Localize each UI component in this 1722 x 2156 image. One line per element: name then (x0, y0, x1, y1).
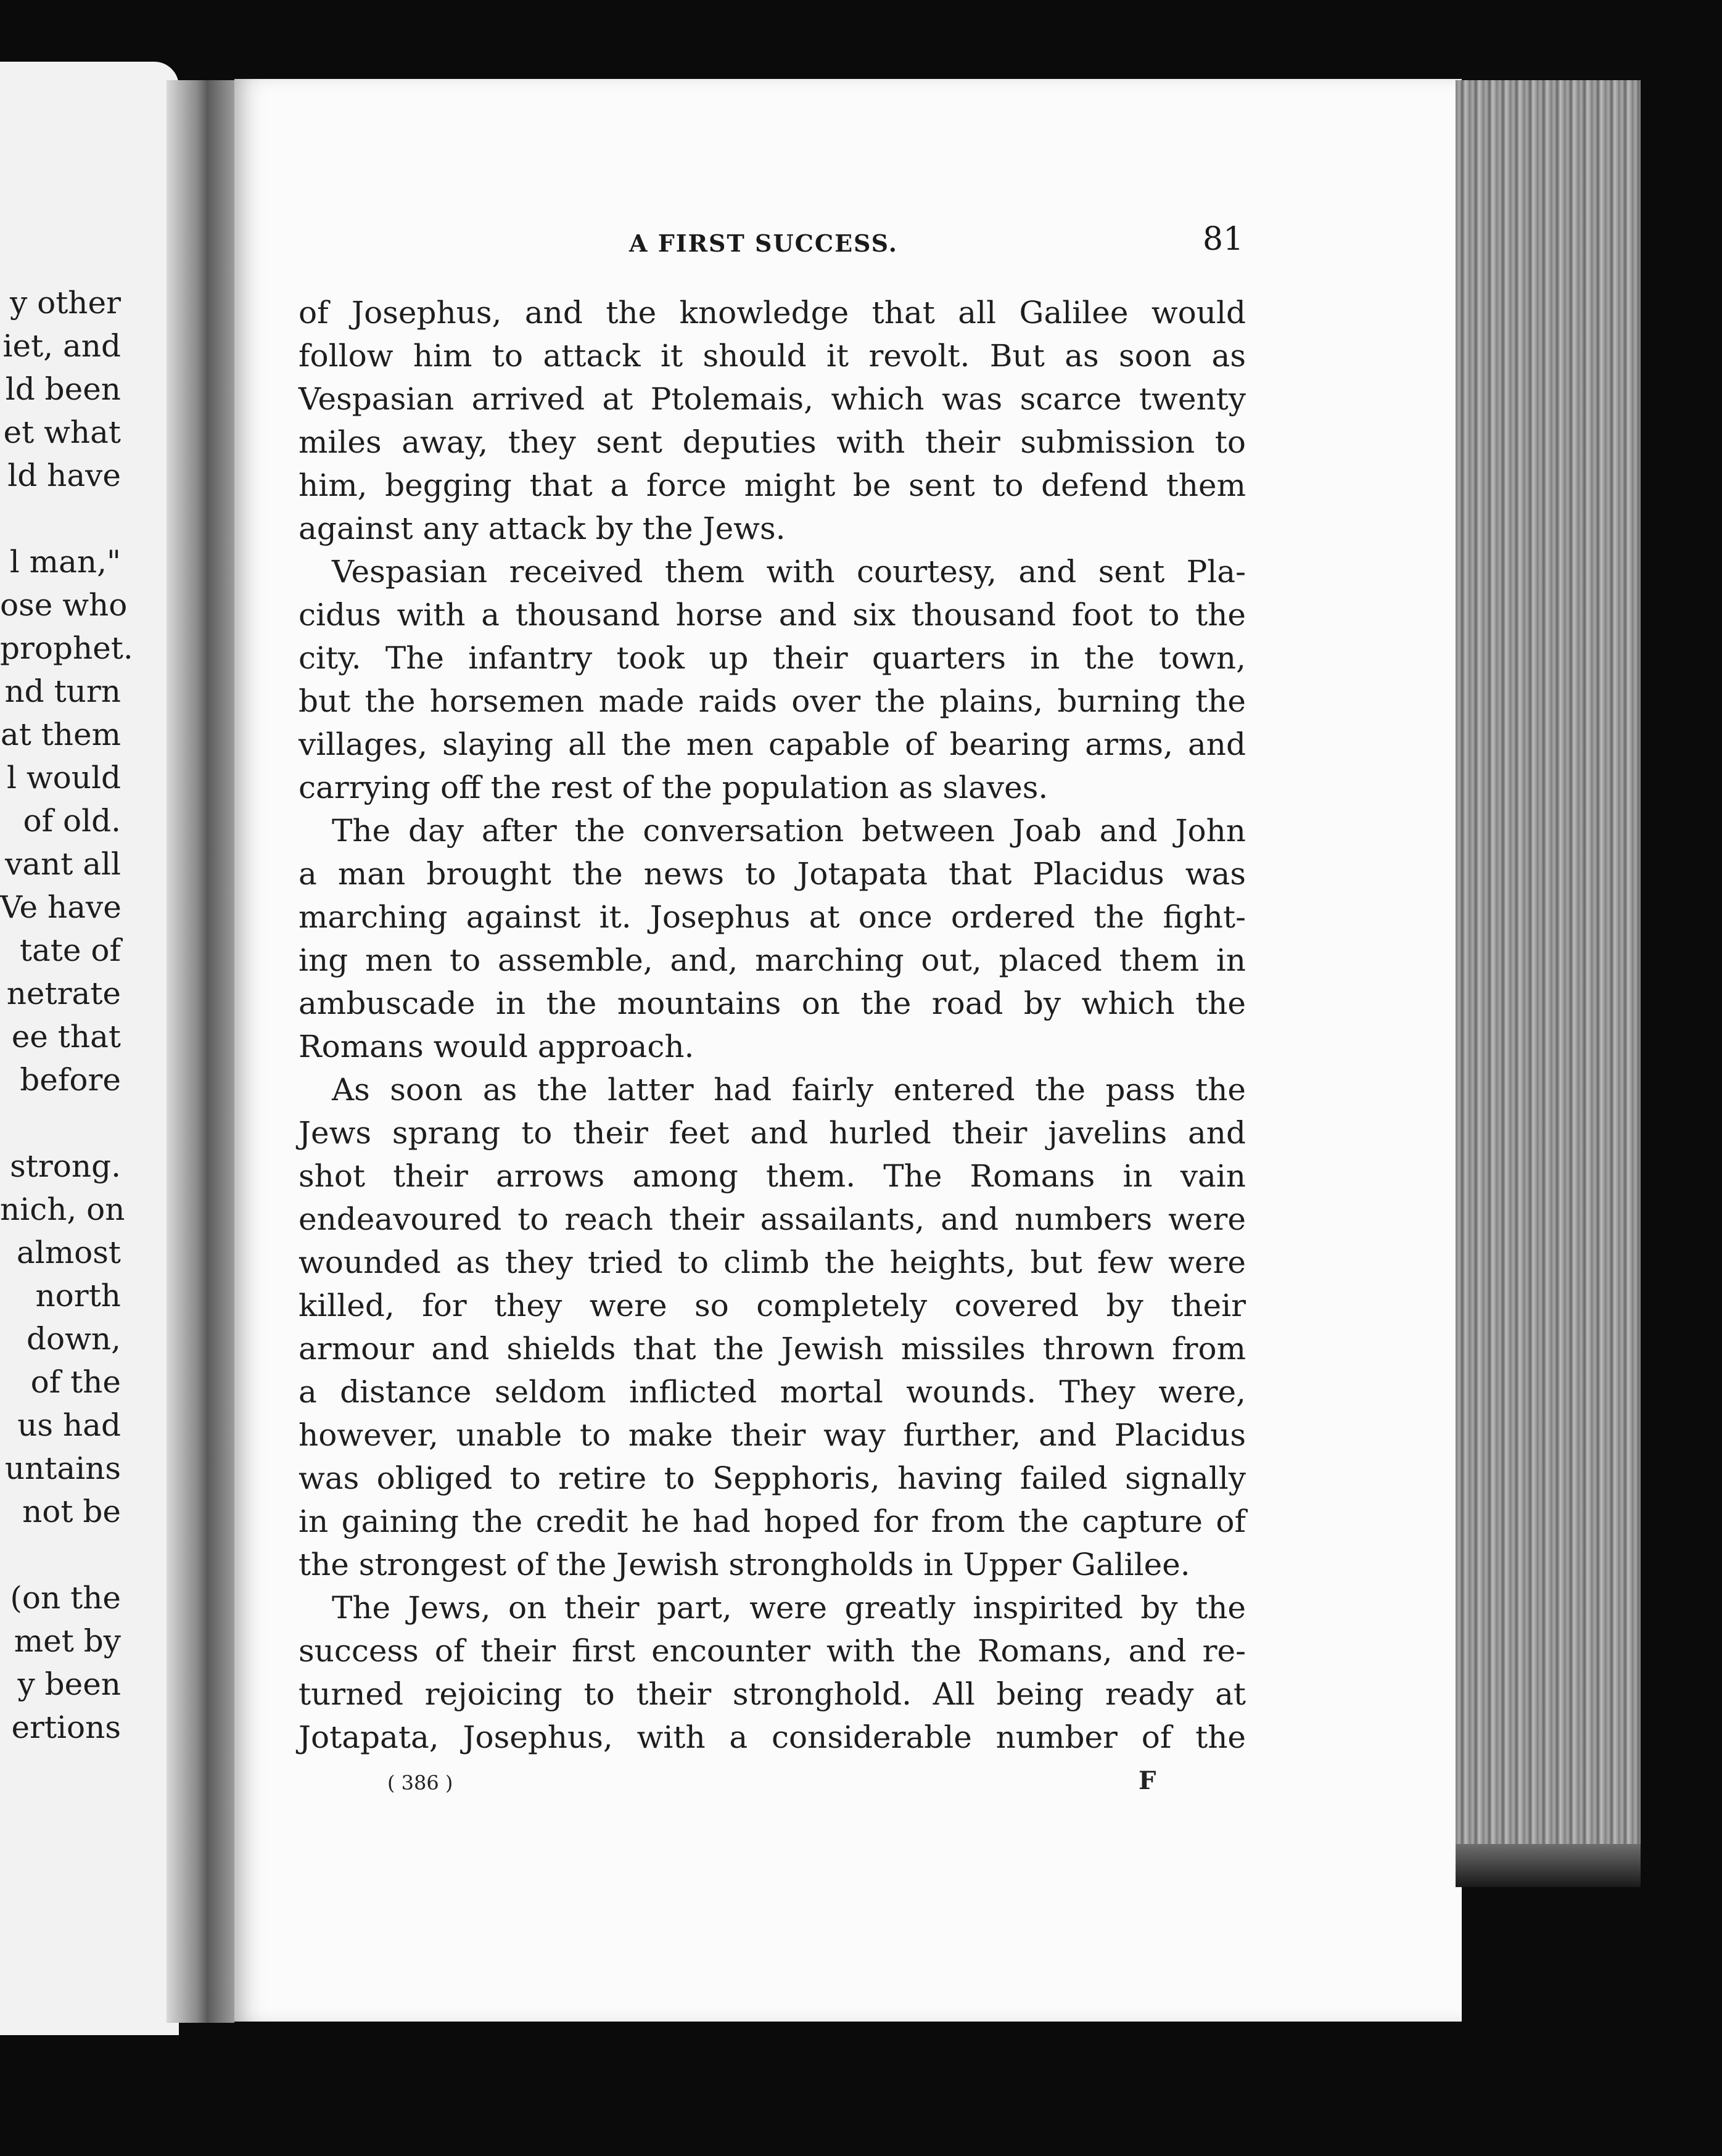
text-line: miles away, they sent deputies with their submission to (299, 424, 1246, 460)
text-line: against any attack by the Jews. (299, 511, 786, 546)
text-line: Jotapata, Josephus, with a considerable number of the (299, 1719, 1246, 1755)
page-fore-edge (1456, 80, 1641, 1850)
facing-page-line: untains (4, 1450, 121, 1486)
facing-page-line: prophet. (0, 630, 133, 666)
paragraph-gap (0, 1101, 121, 1145)
facing-page-line: y other (9, 285, 121, 321)
page-number: 81 (1203, 221, 1244, 258)
text-line: Vespasian received them with courtesy, and sent Pla- (332, 554, 1246, 590)
text-line: turned rejoicing to their stronghold. All being ready at (299, 1676, 1246, 1712)
text-line: shot their arrows among them. The Romans in vain (299, 1158, 1246, 1194)
facing-page-line: not be (22, 1494, 121, 1529)
facing-page-left (0, 62, 179, 2035)
facing-page-line: north (35, 1278, 121, 1314)
text-line: follow him to attack it should it revolt. But as soon as (299, 338, 1246, 374)
text-line: As soon as the latter had fairly entered the pass the (332, 1072, 1246, 1108)
text-line: of Josephus, and the knowledge that all Galilee would (299, 295, 1246, 331)
facing-page-line: (on the (10, 1580, 121, 1616)
text-line: cidus with a thousand horse and six thousand foot to the (299, 597, 1246, 633)
facing-page-line: et what (3, 414, 121, 450)
paragraph-gap (0, 1533, 121, 1576)
signature-number: ( 386 ) (387, 1771, 453, 1795)
facing-page-line: down, (26, 1321, 121, 1357)
facing-page-line: almost (16, 1235, 121, 1270)
running-head: A FIRST SUCCESS. (629, 229, 898, 257)
text-line: armour and shields that the Jewish missiles thrown from (299, 1331, 1246, 1367)
page-body-text (299, 291, 1246, 1759)
facing-page-line: at them (0, 717, 121, 752)
text-line: The Jews, on their part, were greatly inspirited by the (332, 1590, 1246, 1626)
text-line: killed, for they were so completely covered by their (299, 1288, 1246, 1323)
text-line: Vespasian arrived at Ptolemais, which was scarce twenty (299, 381, 1246, 417)
facing-page-line: y been (17, 1666, 121, 1702)
book-gutter-shadow (167, 80, 234, 2023)
facing-page-line: l would (7, 760, 121, 796)
text-line: however, unable to make their way further, and Placidus (299, 1417, 1246, 1453)
facing-page-line: tate of (19, 932, 121, 968)
text-line: ambuscade in the mountains on the road by which the (299, 985, 1246, 1021)
text-line: endeavoured to reach their assailants, and numbers were (299, 1201, 1246, 1237)
text-line: a man brought the news to Jotapata that Placidus was (299, 856, 1246, 892)
facing-page-line: met by (14, 1623, 121, 1659)
facing-page-text (0, 281, 133, 1749)
text-line: wounded as they tried to climb the heights, but few were (299, 1245, 1246, 1280)
text-line: in gaining the credit he had hoped for from the capture of (299, 1504, 1246, 1539)
facing-page-line: Ve have (0, 889, 122, 925)
text-line: carrying off the rest of the population as slaves. (299, 770, 1048, 805)
facing-page-line: of old. (23, 803, 121, 839)
facing-page-line: ertions (11, 1710, 121, 1745)
text-line: city. The infantry took up their quarters in the town, (299, 640, 1246, 676)
facing-page-line: ee that (11, 1019, 121, 1055)
text-line: but the horsemen made raids over the plains, burning the (299, 683, 1246, 719)
facing-page-line: nd turn (4, 673, 121, 709)
text-line: ing men to assemble, and, marching out, placed them in (299, 942, 1246, 978)
facing-page-line: ld have (7, 458, 121, 493)
text-line: The day after the conversation between Joab and John (332, 813, 1246, 849)
facing-page-line: iet, and (2, 328, 121, 364)
facing-page-line: vant all (4, 846, 121, 882)
facing-page-line: before (20, 1062, 121, 1098)
text-line: a distance seldom inflicted mortal wounds. They were, (299, 1374, 1246, 1410)
facing-page-line: nich, on (0, 1191, 125, 1227)
page-fore-edge-shadow (1456, 1844, 1641, 1887)
facing-page-line: ld been (5, 371, 121, 407)
text-line: villages, slaying all the men capable of bearing arms, and (299, 726, 1246, 762)
text-line: the strongest of the Jewish strongholds in Upper Galilee. (299, 1547, 1190, 1582)
signature-letter: F (1139, 1766, 1156, 1795)
text-line: Romans would approach. (299, 1029, 694, 1064)
text-line: Jews sprang to their feet and hurled their javelins and (299, 1115, 1246, 1151)
text-line: was obliged to retire to Sepphoris, having failed signally (299, 1460, 1246, 1496)
facing-page-line: netrate (6, 976, 121, 1011)
facing-page-line: l man," (9, 544, 121, 580)
facing-page-line: us had (17, 1407, 121, 1443)
facing-page-line: of the (30, 1364, 121, 1400)
text-line: success of their first encounter with the Romans, and re- (299, 1633, 1246, 1669)
facing-page-line: ose who (0, 587, 128, 623)
text-line: marching against it. Josephus at once ordered the fight- (299, 899, 1246, 935)
facing-page-line: strong. (10, 1148, 121, 1184)
paragraph-gap (0, 497, 121, 540)
text-line: him, begging that a force might be sent to defend them (299, 467, 1246, 503)
